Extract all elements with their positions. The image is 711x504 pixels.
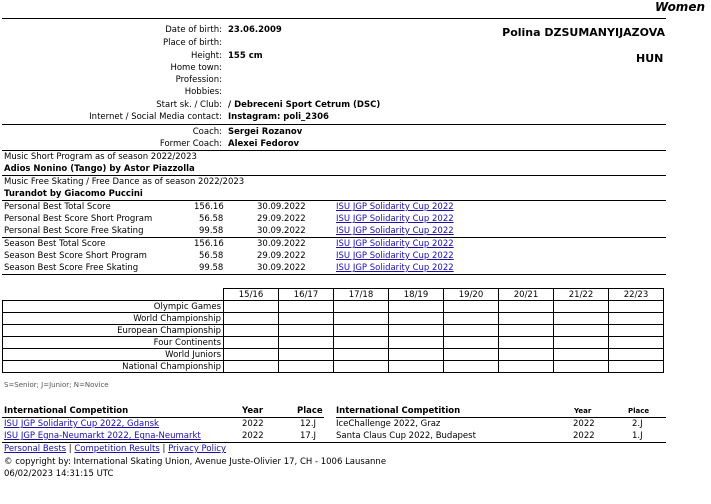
coach-label: Coach: — [192, 127, 222, 137]
competition-link[interactable]: ISU JGP Solidarity Cup 2022, Gdansk — [4, 419, 159, 429]
skater-nation: HUN — [636, 52, 664, 65]
competitions-year-header: Year — [574, 407, 592, 415]
divider — [2, 274, 666, 275]
grid-row-label: European Championship — [3, 325, 224, 337]
bio-value: 23.06.2009 — [228, 25, 282, 35]
pb-event-link[interactable]: ISU JGP Solidarity Cup 2022 — [336, 202, 454, 212]
skater-name: Polina DZSUMANYIJAZOVA — [502, 26, 665, 39]
music-sp-title: Adios Nonino (Tango) by Astor Piazzolla — [4, 164, 195, 174]
divider — [2, 442, 666, 443]
grid-row — [3, 301, 664, 313]
competition-place: 12.J — [300, 419, 317, 429]
pb-date: 29.09.2022 — [257, 214, 306, 224]
bio-label: Start sk. / Club: — [156, 100, 222, 110]
competition-link[interactable]: ISU JGP Egna-Neumarkt 2022, Egna-Neumarkt — [4, 431, 201, 441]
competitions-header: International Competition — [336, 406, 461, 416]
sb-label: Season Best Total Score — [4, 239, 106, 249]
divider — [336, 417, 666, 418]
sb-label: Season Best Score Short Program — [4, 251, 147, 261]
divider — [2, 200, 666, 201]
divider — [2, 417, 324, 418]
season-header: 18/19 — [389, 289, 444, 301]
competition-place: 2.J — [632, 419, 643, 429]
competition-year: 2022 — [242, 431, 264, 441]
grid-corner — [3, 289, 224, 301]
pb-label: Personal Best Score Short Program — [4, 214, 153, 224]
bio-label: Profession: — [175, 75, 222, 85]
grid-row — [3, 349, 664, 361]
grid-header-row — [3, 289, 664, 301]
competition-name: IceChallenge 2022, Graz — [336, 419, 441, 429]
championship-grid — [2, 288, 664, 373]
competition-year: 2022 — [242, 419, 264, 429]
pb-event-link[interactable]: ISU JGP Solidarity Cup 2022 — [336, 226, 454, 236]
sb-date: 30.09.2022 — [257, 263, 306, 273]
music-fs-title: Turandot by Giacomo Puccini — [4, 189, 143, 199]
pb-event-link[interactable]: ISU JGP Solidarity Cup 2022 — [336, 214, 454, 224]
divider — [2, 175, 666, 176]
bio-value: 155 cm — [228, 51, 263, 61]
sb-event-link[interactable]: ISU JGP Solidarity Cup 2022 — [336, 239, 454, 249]
personal-bests-link[interactable]: Personal Bests — [4, 444, 67, 454]
bio-label: Internet / Social Media contact: — [89, 112, 222, 122]
bio-label: Height: — [191, 51, 222, 61]
competition-name: Santa Claus Cup 2022, Budapest — [336, 431, 476, 441]
competition-place: 1.J — [632, 431, 643, 441]
timestamp: 06/02/2023 14:31:15 UTC — [4, 469, 114, 479]
competitions-header: International Competition — [4, 406, 129, 416]
pb-score: 156.16 — [194, 202, 224, 212]
bio-value: Instagram: poli_2306 — [228, 112, 329, 122]
divider — [2, 237, 666, 238]
grid-row — [3, 313, 664, 325]
competition-year: 2022 — [573, 431, 595, 441]
footer-separator: | — [68, 444, 72, 454]
grid-row-label: Olympic Games — [3, 301, 224, 313]
sb-score: 156.16 — [194, 239, 224, 249]
privacy-policy-link[interactable]: Privacy Policy — [168, 444, 227, 454]
divider — [2, 18, 666, 19]
coach-value: Sergei Rozanov — [228, 127, 303, 137]
sb-event-link[interactable]: ISU JGP Solidarity Cup 2022 — [336, 263, 454, 273]
sb-date: 29.09.2022 — [257, 251, 306, 261]
footer-separator: | — [162, 444, 166, 454]
sb-score: 99.58 — [199, 263, 224, 273]
pb-label: Personal Best Score Free Skating — [4, 226, 144, 236]
season-header: 17/18 — [334, 289, 389, 301]
grid-row — [3, 361, 664, 373]
competitions-place-header: Place — [628, 407, 650, 415]
competitions-place-header: Place — [297, 406, 323, 416]
former-coach-label: Former Coach: — [159, 139, 222, 149]
bio-value: / Debreceni Sport Cetrum (DSC) — [228, 100, 381, 110]
grid-row-label: Four Continents — [3, 337, 224, 349]
sb-score: 56.58 — [199, 251, 224, 261]
season-header: 16/17 — [279, 289, 334, 301]
divider — [2, 124, 666, 125]
competition-place: 17.J — [300, 431, 317, 441]
bio-label: Home town: — [170, 63, 222, 73]
bio-label: Hobbies: — [184, 87, 222, 97]
grid-row-label: World Championship — [3, 313, 224, 325]
category-label: Women — [654, 0, 705, 14]
grid-row — [3, 337, 664, 349]
pb-score: 99.58 — [199, 226, 224, 236]
competition-year: 2022 — [573, 419, 595, 429]
sb-event-link[interactable]: ISU JGP Solidarity Cup 2022 — [336, 251, 454, 261]
pb-date: 30.09.2022 — [257, 226, 306, 236]
bio-label: Date of birth: — [165, 25, 222, 35]
music-fs-heading: Music Free Skating / Free Dance as of season 2022/2023 — [4, 177, 245, 187]
pb-label: Personal Best Total Score — [4, 202, 111, 212]
copyright-text: © copyright by: International Skating Union, Avenue Juste-Olivier 17, CH - 1006 Lausanne — [4, 457, 387, 467]
footer-links — [4, 444, 226, 454]
level-legend: S=Senior; J=Junior; N=Novice — [4, 381, 109, 389]
season-header: 22/23 — [609, 289, 664, 301]
bio-label: Place of birth: — [162, 38, 222, 48]
former-coach-value: Alexei Fedorov — [228, 139, 300, 149]
grid-row — [3, 325, 664, 337]
grid-row-label: National Championship — [3, 361, 224, 373]
pb-date: 30.09.2022 — [257, 202, 306, 212]
pb-score: 56.58 — [199, 214, 224, 224]
season-header: 19/20 — [444, 289, 499, 301]
divider — [2, 150, 666, 151]
competitions-year-header: Year — [242, 406, 264, 416]
sb-label: Season Best Score Free Skating — [4, 263, 139, 273]
competition-results-link[interactable]: Competition Results — [74, 444, 160, 454]
music-sp-heading: Music Short Program as of season 2022/2023 — [4, 152, 197, 162]
grid-row-label: World Juniors — [3, 349, 224, 361]
season-header: 21/22 — [554, 289, 609, 301]
season-header: 15/16 — [224, 289, 279, 301]
season-header: 20/21 — [499, 289, 554, 301]
sb-date: 30.09.2022 — [257, 239, 306, 249]
